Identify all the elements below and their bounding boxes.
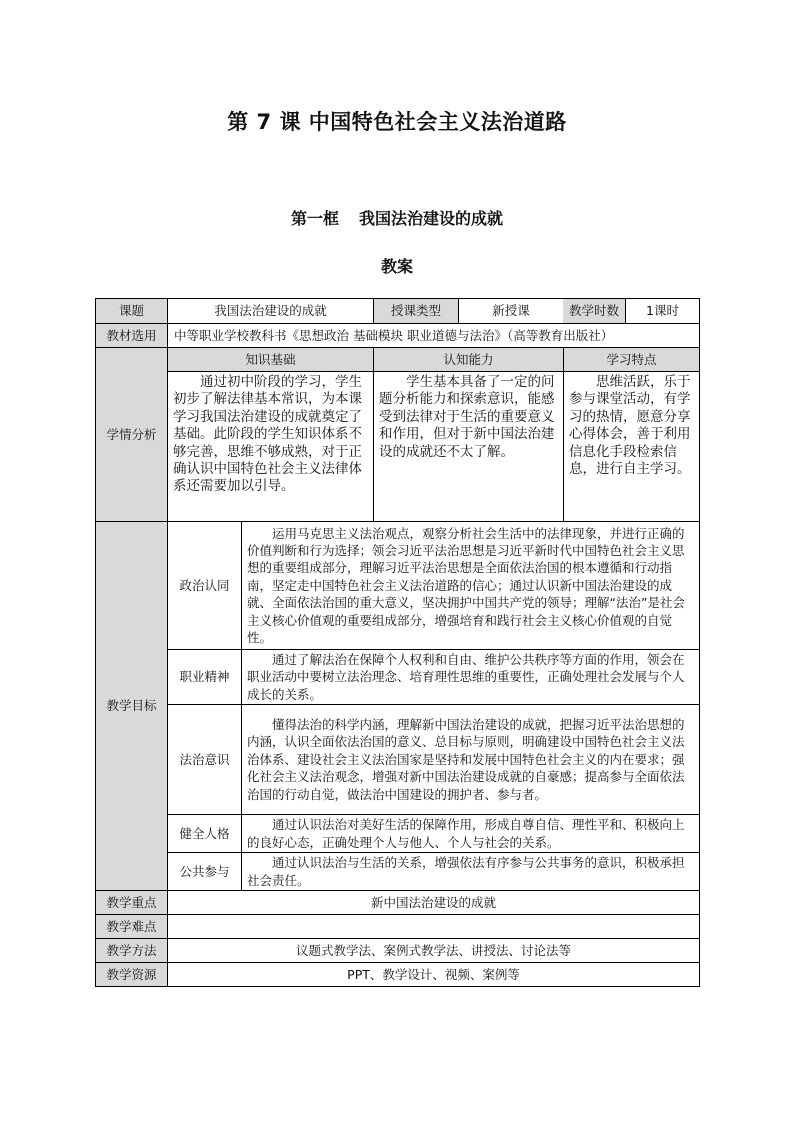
goal-name: 职业精神 [168, 650, 242, 705]
hours-label: 教学时数 [563, 299, 626, 323]
table-row [96, 939, 700, 963]
table-row [96, 324, 700, 348]
section-name: 我国法治建设的成就 [359, 209, 504, 228]
table-row [96, 853, 700, 891]
goal-text: 通过认识法治与生活的关系，增强依法有序参与公共事务的意识，积极承担社会责任。 [242, 853, 700, 891]
table-row [96, 650, 700, 705]
lesson-value: 我国法治建设的成就 [168, 299, 374, 324]
analysis-header-traits: 学习特点 [564, 348, 700, 372]
analysis-header-ability: 认知能力 [374, 348, 564, 372]
table-row [96, 522, 700, 650]
table-row [96, 915, 700, 939]
table-row [96, 348, 700, 372]
methods-label: 教学方法 [96, 939, 168, 963]
key-point-value: 新中国法治建设的成就 [168, 891, 700, 915]
table-row [96, 891, 700, 915]
goal-name: 公共参与 [168, 853, 242, 891]
lesson-type-value: 新授课 [459, 299, 564, 324]
table-row [96, 705, 700, 815]
section-number: 第一框 [290, 209, 339, 228]
goal-name: 法治意识 [168, 705, 242, 815]
analysis-ability-text: 学生基本具备了一定的问题分析能力和探索意识，能感受到法律对于生活的重要意义和作用，但对于新中国法治建设的成就还不太了解。 [374, 372, 564, 522]
document-type-heading: 教案 [380, 257, 413, 276]
textbook-value: 中等职业学校教科书《思想政治 基础模块 职业道德与法治》（高等教育出版社） [168, 324, 700, 348]
goal-text: 懂得法治的科学内涵，理解新中国法治建设的成就，把握习近平法治思想的内涵，认识全面依法治国的意义、总目标与原则，明确建设中国特色社会主义法治体系、建设社会主义法治国家是坚持和发展中国特色社会主义的内在要求；强化社会主义法治观念，增强对新中国法治建设成就的自豪感；提高参与全面依法治国的行动自觉，做法治中国建设的拥护者、参与者。 [242, 705, 700, 815]
textbook-label: 教材选用 [96, 324, 168, 348]
goal-text: 通过了解法治在保障个人权利和自由、维护公共秩序等方面的作用，领会在职业活动中要树立法治理念、培育理性思维的重要性，正确处理社会发展与个人成长的关系。 [242, 650, 700, 705]
goals-label: 教学目标 [96, 522, 168, 891]
table-row [96, 815, 700, 853]
lesson-plan-table [95, 298, 700, 987]
difficulty-label: 教学难点 [96, 915, 168, 939]
resources-label: 教学资源 [96, 963, 168, 987]
section-subtitle [0, 206, 794, 229]
hours-value: 1课时 [646, 303, 679, 319]
difficulty-value [168, 915, 700, 939]
analysis-label: 学情分析 [96, 348, 168, 522]
lesson-type-label: 授课类型 [374, 299, 459, 324]
table-row [96, 963, 700, 987]
goal-name: 政治认同 [168, 522, 242, 650]
key-point-label: 教学重点 [96, 891, 168, 915]
goal-name: 健全人格 [168, 815, 242, 853]
table-row [96, 372, 700, 522]
methods-value: 议题式教学法、案例式教学法、讲授法、讨论法等 [168, 939, 700, 963]
goal-text: 运用马克思主义法治观点，观察分析社会生活中的法律现象，并进行正确的价值判断和行为选择；领会习近平法治思想是习近平新时代中国特色社会主义思想的重要组成部分，理解习近平法治思想是全面依法治国的根本遵循和行动指南，坚定走中国特色社会主义法治道路的信心；通过认识新中国法治建设的成就、全面依法治国的重大意义，坚决拥护中国共产党的领导；理解“法治”是社会主义核心价值观的重要组成部分，增强培育和践行社会主义核心价值观的自觉性。 [242, 522, 700, 650]
table-row [96, 299, 700, 324]
goal-text: 通过认识法治对美好生活的保障作用，形成自尊自信、理性平和、积极向上的良好心态，正确处理个人与他人、个人与社会的关系。 [242, 815, 700, 853]
resources-value: PPT、教学设计、视频、案例等 [168, 963, 700, 987]
analysis-header-knowledge: 知识基础 [168, 348, 374, 372]
analysis-traits-text: 思维活跃，乐于参与课堂活动，有学习的热情，愿意分享心得体会，善于利用信息化手段检索信息，进行自主学习。 [564, 372, 700, 522]
lesson-label: 课题 [96, 299, 168, 324]
lesson-title: 第 7 课 中国特色社会主义法治道路 [227, 110, 567, 134]
analysis-knowledge-text: 通过初中阶段的学习，学生初步了解法律基本常识，为本课学习我国法治建设的成就奠定了基础。此阶段的学生知识体系不够完善，思维不够成熟，对于正确认识中国特色社会主义法律体系还需要加以引导。 [168, 372, 374, 522]
